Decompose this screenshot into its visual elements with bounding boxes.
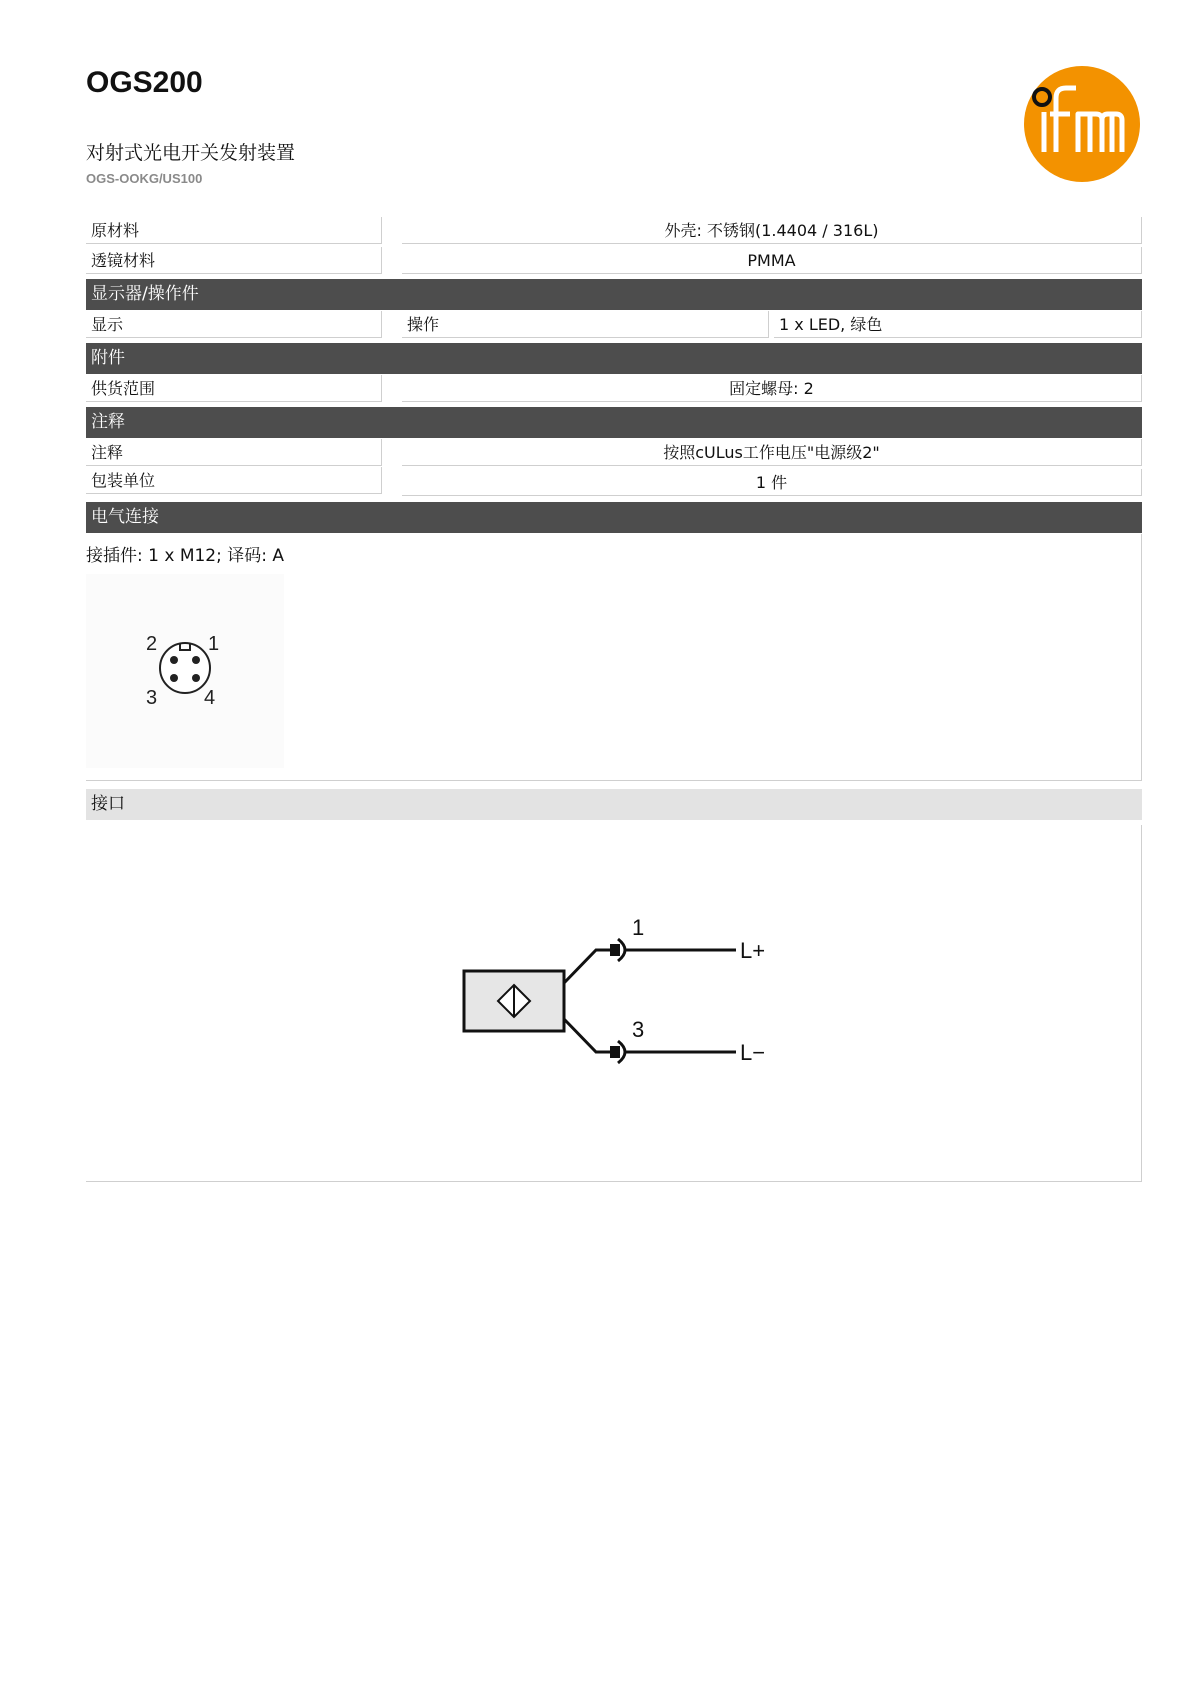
page-title: OGS200 [86, 66, 203, 99]
pin-label-3: 3 [146, 687, 158, 709]
material-label: 原材料 [86, 217, 382, 244]
scope-of-delivery-value: 固定螺母: 2 [402, 375, 1142, 402]
note-label: 注释 [86, 439, 382, 466]
connector-text: 接插件: 1 x M12; 译码: A [86, 546, 285, 566]
product-code: OGS-OOKG/US100 [86, 171, 203, 186]
section-notes: 注释 [86, 407, 1142, 438]
operation-label: 操作 [402, 311, 769, 338]
section-display-operation: 显示器/操作件 [86, 279, 1142, 310]
packaging-unit-value: 1 件 [402, 469, 1142, 496]
section-electrical-connection: 电气连接 [86, 502, 1142, 533]
electrical-panel [86, 534, 1142, 781]
wire-pin-1: 1 [632, 915, 645, 940]
scope-of-delivery-label: 供货范围 [86, 375, 382, 402]
label-l-minus: L− [740, 1040, 766, 1065]
display-label: 显示 [86, 311, 382, 338]
wiring-panel [86, 825, 1142, 1182]
packaging-unit-label: 包装单位 [86, 467, 382, 494]
material-value: 外壳: 不锈钢(1.4404 / 316L) [402, 217, 1142, 244]
display-value: 1 x LED, 绿色 [774, 311, 1142, 338]
wiring-diagram [86, 825, 1142, 1182]
pin-label-2: 2 [146, 633, 158, 655]
label-l-plus: L+ [740, 938, 766, 963]
lens-material-value: PMMA [402, 247, 1142, 274]
connector-pinout-diagram [86, 574, 284, 768]
section-interface: 接口 [86, 789, 1142, 820]
note-value: 按照cULus工作电压"电源级2" [402, 439, 1142, 466]
wire-pin-3: 3 [632, 1017, 645, 1042]
pin-label-1: 1 [208, 633, 220, 655]
pin-label-4: 4 [204, 687, 216, 709]
ifm-logo-icon [1022, 64, 1142, 184]
lens-material-label: 透镜材料 [86, 247, 382, 274]
product-description: 对射式光电开关发射装置 [86, 142, 296, 164]
section-accessories: 附件 [86, 343, 1142, 374]
